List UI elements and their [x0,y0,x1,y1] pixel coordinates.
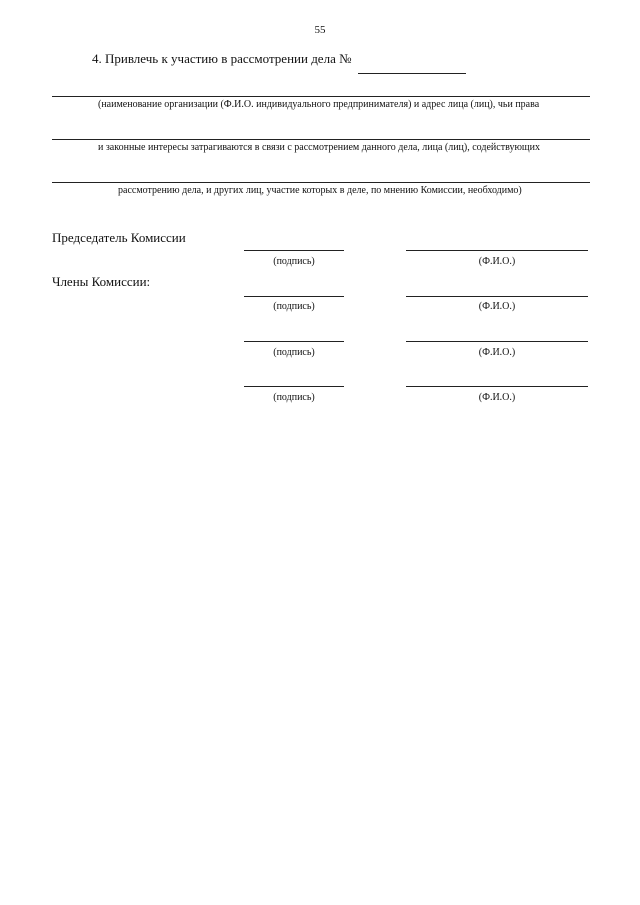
member-1-name-line[interactable] [406,296,588,297]
chairman-name-caption: (Ф.И.О.) [478,256,516,267]
chairman-signature-caption: (подпись) [273,256,315,267]
member-3-name-caption: (Ф.И.О.) [478,392,516,403]
participants-caption-1: (наименование организации (Ф.И.О. индивидуального предпринимателя) и адрес лица (лиц), чьи права [98,99,540,110]
item-4-text: 4. Привлечь к участию в рассмотрении дела № [92,51,352,66]
member-2-name-line[interactable] [406,341,588,342]
member-1-name-caption: (Ф.И.О.) [478,301,516,312]
chairman-name-line[interactable] [406,250,588,251]
member-3-signature-line[interactable] [244,386,344,387]
participants-line-3[interactable] [52,182,590,183]
chairman-signature-line[interactable] [244,250,344,251]
member-1-signature-line[interactable] [244,296,344,297]
member-2-signature-line[interactable] [244,341,344,342]
member-3-name-line[interactable] [406,386,588,387]
members-label: Члены Комиссии: [52,274,151,289]
chairman-label: Председатель Комиссии [52,230,186,245]
participants-line-2[interactable] [52,139,590,140]
participants-line-1[interactable] [52,96,590,97]
case-number-field[interactable] [358,73,466,74]
member-2-name-caption: (Ф.И.О.) [478,347,516,358]
member-2-signature-caption: (подпись) [273,347,315,358]
member-1-signature-caption: (подпись) [273,301,315,312]
member-3-signature-caption: (подпись) [273,392,315,403]
page-number: 55 [314,24,326,36]
participants-caption-2: и законные интересы затрагиваются в связи с рассмотрением данного дела, лица (лиц), содействующих [98,142,540,153]
participants-caption-3: рассмотрению дела, и других лиц, участие которых в деле, по мнению Комиссии, необходимо) [118,185,522,196]
